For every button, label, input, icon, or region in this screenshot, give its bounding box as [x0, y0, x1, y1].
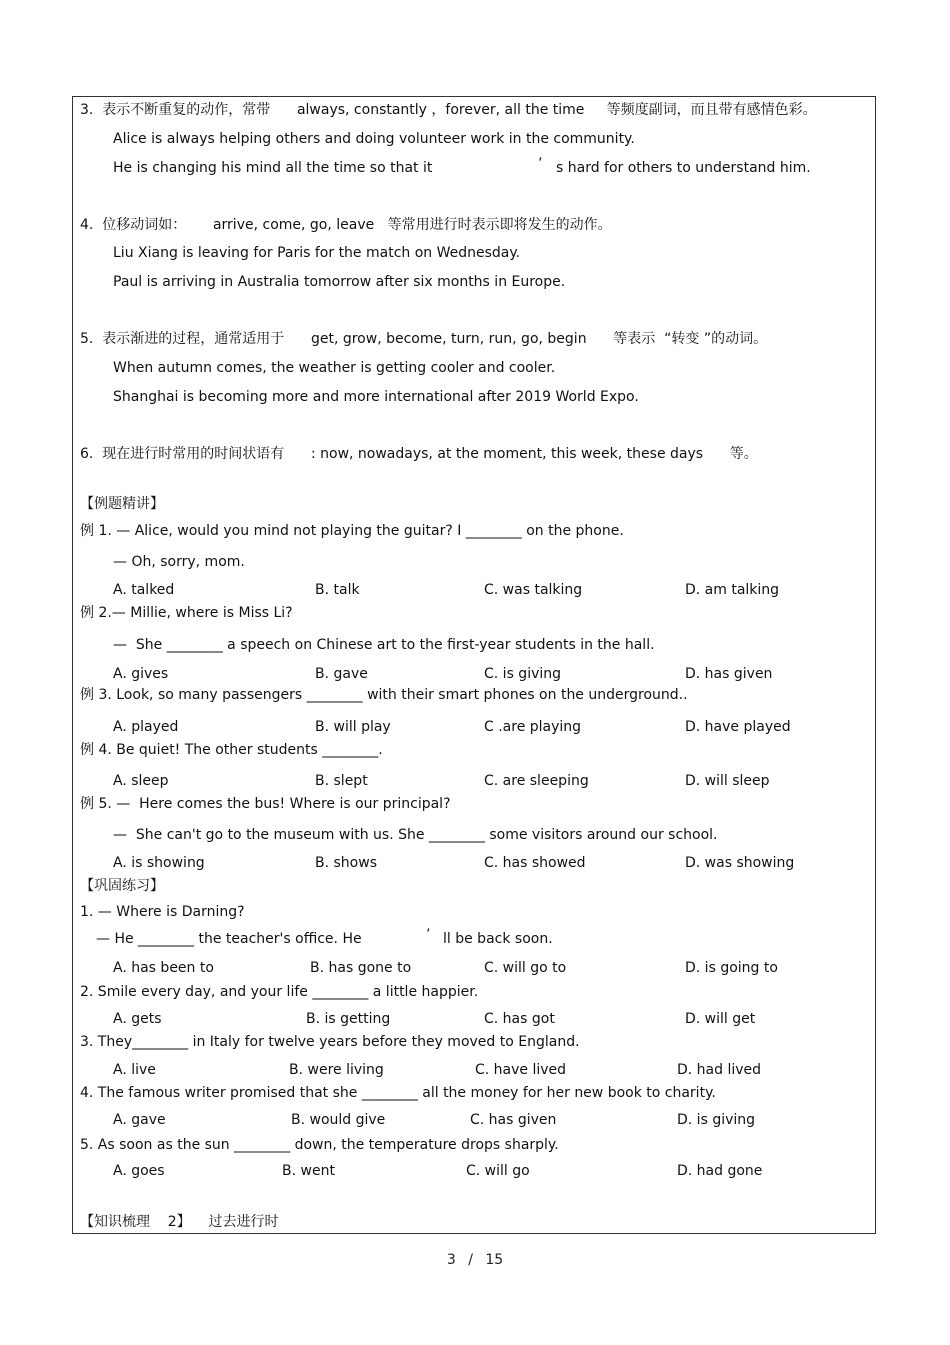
practice-5-question: 5. As soon as the sun ________ down, the temperature drops sharply. — [80, 1137, 559, 1153]
rule-5-example-2: Shanghai is becoming more and more international after 2019 World Expo. — [113, 389, 639, 405]
example-5-reply: — She can't go to the museum with us. She ________ some visitors around our school. — [113, 827, 718, 843]
practice-4-option-a: A. gave — [113, 1112, 166, 1128]
rule-3-example-2-c: s hard for others to understand him. — [556, 160, 811, 176]
example-1-option-a: A. talked — [113, 582, 175, 598]
example-5-option-b: B. shows — [315, 855, 377, 871]
practice-1-reply-apostrophe: ’ — [426, 927, 431, 943]
practice-4-option-c: C. has given — [470, 1112, 557, 1128]
practice-1-option-c: C. will go to — [484, 960, 567, 976]
example-2-reply: — She ________ a speech on Chinese art to the first-year students in the hall. — [113, 637, 655, 653]
practice-2-option-b: B. is getting — [306, 1011, 391, 1027]
rule-4-example-2: Paul is arriving in Australia tomorrow after six months in Europe. — [113, 274, 566, 290]
example-1-option-c: C. was talking — [484, 582, 583, 598]
example-4-option-c: C. are sleeping — [484, 773, 589, 789]
practice-heading: 【巩固练习】 — [80, 878, 164, 894]
rule-3-line: 3. 表示不断重复的动作，常带 always, constantly ，forever, all the time 等频度副词，而且带有感情色彩。 — [80, 102, 817, 118]
practice-3-option-a: A. live — [113, 1062, 156, 1078]
practice-1-option-a: A. has been to — [113, 960, 214, 976]
rule-6-line: 6. 现在进行时常用的时间状语有 : now, nowadays, at the moment, this week, these days 等。 — [80, 446, 758, 462]
example-5-option-a: A. is showing — [113, 855, 205, 871]
example-2-option-b: B. gave — [315, 666, 368, 682]
example-5-option-c: C. has showed — [484, 855, 586, 871]
example-4-option-a: A. sleep — [113, 773, 169, 789]
practice-2-question: 2. Smile every day, and your life ________ a little happier. — [80, 984, 479, 1000]
example-2-question: 例 2.— Millie, where is Miss Li? — [80, 605, 293, 621]
example-3-option-a: A. played — [113, 719, 179, 735]
example-1-option-b: B. talk — [315, 582, 360, 598]
example-3-option-b: B. will play — [315, 719, 391, 735]
page-separator: / — [468, 1252, 473, 1268]
rule-4-line: 4. 位移动词如： arrive, come, go, leave 等常用进行时表示即将发生的动作。 — [80, 217, 612, 233]
practice-2-option-d: D. will get — [685, 1011, 756, 1027]
example-2-option-d: D. has given — [685, 666, 773, 682]
example-3-question: 例 3. Look, so many passengers ________ with their smart phones on the underground.. — [80, 687, 688, 703]
practice-3-question: 3. They________ in Italy for twelve years before they moved to England. — [80, 1034, 580, 1050]
example-4-question: 例 4. Be quiet! The other students ________. — [80, 742, 383, 758]
practice-3-option-d: D. had lived — [677, 1062, 762, 1078]
examples-heading: 【例题精讲】 — [80, 496, 164, 512]
rule-3-example-1: Alice is always helping others and doing volunteer work in the community. — [113, 131, 635, 147]
example-3-option-d: D. have played — [685, 719, 791, 735]
page-footer — [0, 1252, 950, 1268]
example-1-option-d: D. am talking — [685, 582, 780, 598]
example-3-option-c: C .are playing — [484, 719, 582, 735]
example-5-option-d: D. was showing — [685, 855, 795, 871]
example-4-option-d: D. will sleep — [685, 773, 770, 789]
rule-3-example-2-a: He is changing his mind all the time so that it — [113, 160, 433, 176]
practice-1-reply-c: ll be back soon. — [443, 931, 553, 947]
practice-3-option-c: C. have lived — [475, 1062, 567, 1078]
next-section-heading: 【知识梳理 2】 过去进行时 — [80, 1214, 279, 1230]
practice-3-option-b: B. were living — [289, 1062, 384, 1078]
example-1-reply: — Oh, sorry, mom. — [113, 554, 245, 570]
practice-1-reply-a: — He ________ the teacher's office. He — [96, 931, 362, 947]
rule-5-example-1: When autumn comes, the weather is getting cooler and cooler. — [113, 360, 556, 376]
practice-4-question: 4. The famous writer promised that she ________ all the money for her new book to charity. — [80, 1085, 716, 1101]
rule-4-example-1: Liu Xiang is leaving for Paris for the match on Wednesday. — [113, 245, 521, 261]
practice-2-option-c: C. has got — [484, 1011, 555, 1027]
practice-5-option-c: C. will go — [466, 1163, 530, 1179]
example-2-option-c: C. is giving — [484, 666, 562, 682]
rule-5-line: 5. 表示渐进的过程，通常适用于 get, grow, become, turn, run, go, begin 等表示 “转变 ”的动词。 — [80, 331, 768, 347]
example-1-question: 例 1. — Alice, would you mind not playing the guitar? I ________ on the phone. — [80, 523, 624, 539]
rule-3-example-2-apostrophe: ’ — [538, 156, 543, 172]
practice-5-option-a: A. goes — [113, 1163, 165, 1179]
practice-4-option-d: D. is giving — [677, 1112, 756, 1128]
practice-5-option-d: D. had gone — [677, 1163, 763, 1179]
practice-1-option-d: D. is going to — [685, 960, 778, 976]
practice-5-option-b: B. went — [282, 1163, 335, 1179]
page-number: 3 — [446, 1252, 456, 1268]
practice-1-option-b: B. has gone to — [310, 960, 412, 976]
practice-2-option-a: A. gets — [113, 1011, 162, 1027]
practice-1-question: 1. — Where is Darning? — [80, 904, 245, 920]
example-4-option-b: B. slept — [315, 773, 368, 789]
page-total: 15 — [485, 1252, 504, 1268]
example-5-question: 例 5. — Here comes the bus! Where is our principal? — [80, 796, 451, 812]
example-2-option-a: A. gives — [113, 666, 169, 682]
practice-4-option-b: B. would give — [291, 1112, 386, 1128]
